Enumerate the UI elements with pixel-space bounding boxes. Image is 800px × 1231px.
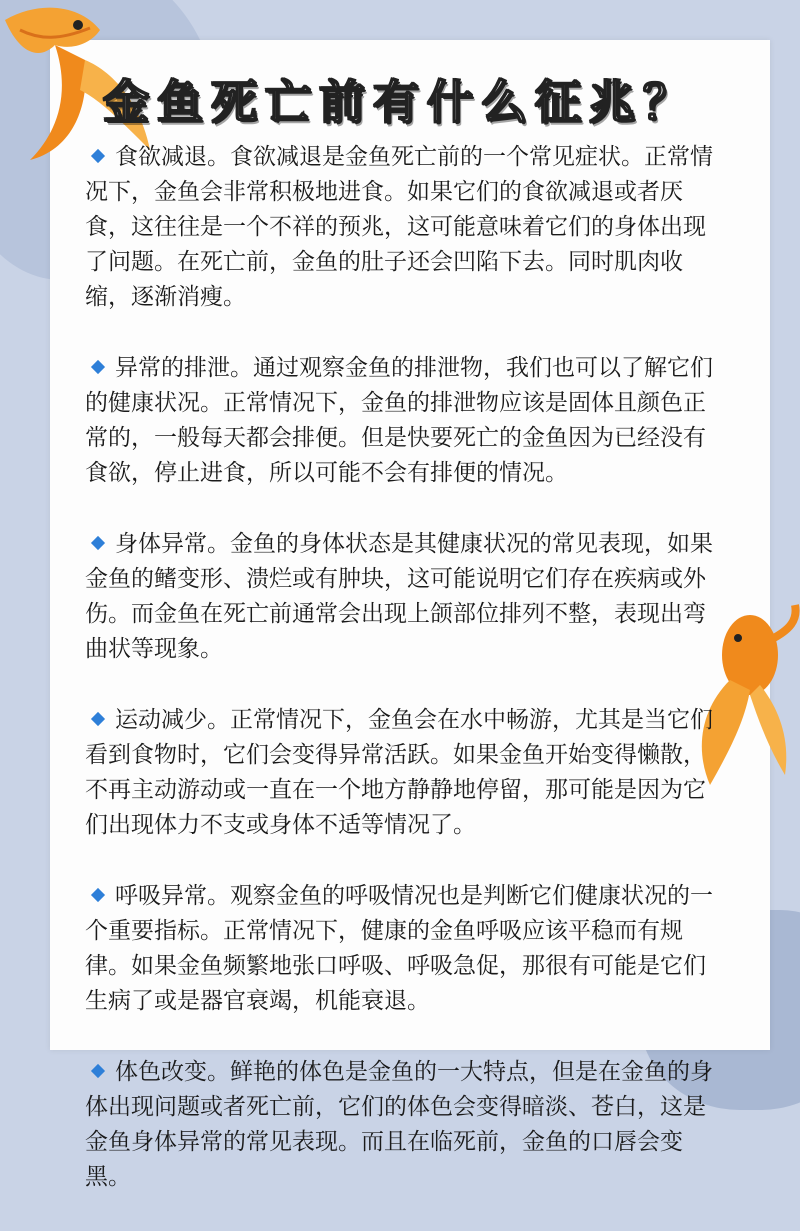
paragraph-color xyxy=(85,1055,725,1195)
paragraph-excretion xyxy=(85,351,725,491)
diamond-bullet-icon xyxy=(91,1064,105,1078)
article-body xyxy=(85,140,725,1231)
paragraph-movement xyxy=(85,703,725,843)
diamond-bullet-icon xyxy=(91,536,105,550)
page-title: 金鱼死亡前有什么征兆？ xyxy=(103,75,697,129)
diamond-bullet-icon xyxy=(91,149,105,163)
paragraph-text: 运动减少。正常情况下，金鱼会在水中畅游，尤其是当它们看到食物时，它们会变得异常活跃。如果金鱼开始变得懒散，不再主动游动或一直在一个地方静静地停留，那可能是因为它们出现体力不支或身体不适等情况了。 xyxy=(85,707,713,838)
paragraph-text: 身体异常。金鱼的身体状态是其健康状况的常见表现，如果金鱼的鳍变形、溃烂或有肿块，这可能说明它们存在疾病或外伤。而金鱼在死亡前通常会出现上颌部位排列不整，表现出弯曲状等现象。 xyxy=(85,531,713,662)
paragraph-text: 体色改变。鲜艳的体色是金鱼的一大特点，但是在金鱼的身体出现问题或者死亡前，它们的体色会变得暗淡、苍白，这是金鱼身体异常的常见表现。而且在临死前，金鱼的口唇会变黑。 xyxy=(85,1059,713,1190)
diamond-bullet-icon xyxy=(91,360,105,374)
paragraph-text: 异常的排泄。通过观察金鱼的排泄物，我们也可以了解它们的健康状况。正常情况下，金鱼的排泄物应该是固体且颜色正常的，一般每天都会排便。但是快要死亡的金鱼因为已经没有食欲，停止进食，所以可能不会有排便的情况。 xyxy=(85,355,713,486)
diamond-bullet-icon xyxy=(91,888,105,902)
paragraph-body xyxy=(85,527,725,667)
paragraph-text: 呼吸异常。观察金鱼的呼吸情况也是判断它们健康状况的一个重要指标。正常情况下，健康的金鱼呼吸应该平稳而有规律。如果金鱼频繁地张口呼吸、呼吸急促，那很有可能是它们生病了或是器官衰竭，机能衰退。 xyxy=(85,883,713,1014)
paragraph-breathing xyxy=(85,879,725,1019)
paragraph-text: 食欲减退。食欲减退是金鱼死亡前的一个常见症状。正常情况下，金鱼会非常积极地进食。如果它们的食欲减退或者厌食，这往往是一个不祥的预兆，这可能意味着它们的身体出现了问题。在死亡前，金鱼的肚子还会凹陷下去。同时肌肉收缩，逐渐消瘦。 xyxy=(85,144,713,310)
diamond-bullet-icon xyxy=(91,712,105,726)
paragraph-appetite xyxy=(85,140,725,315)
